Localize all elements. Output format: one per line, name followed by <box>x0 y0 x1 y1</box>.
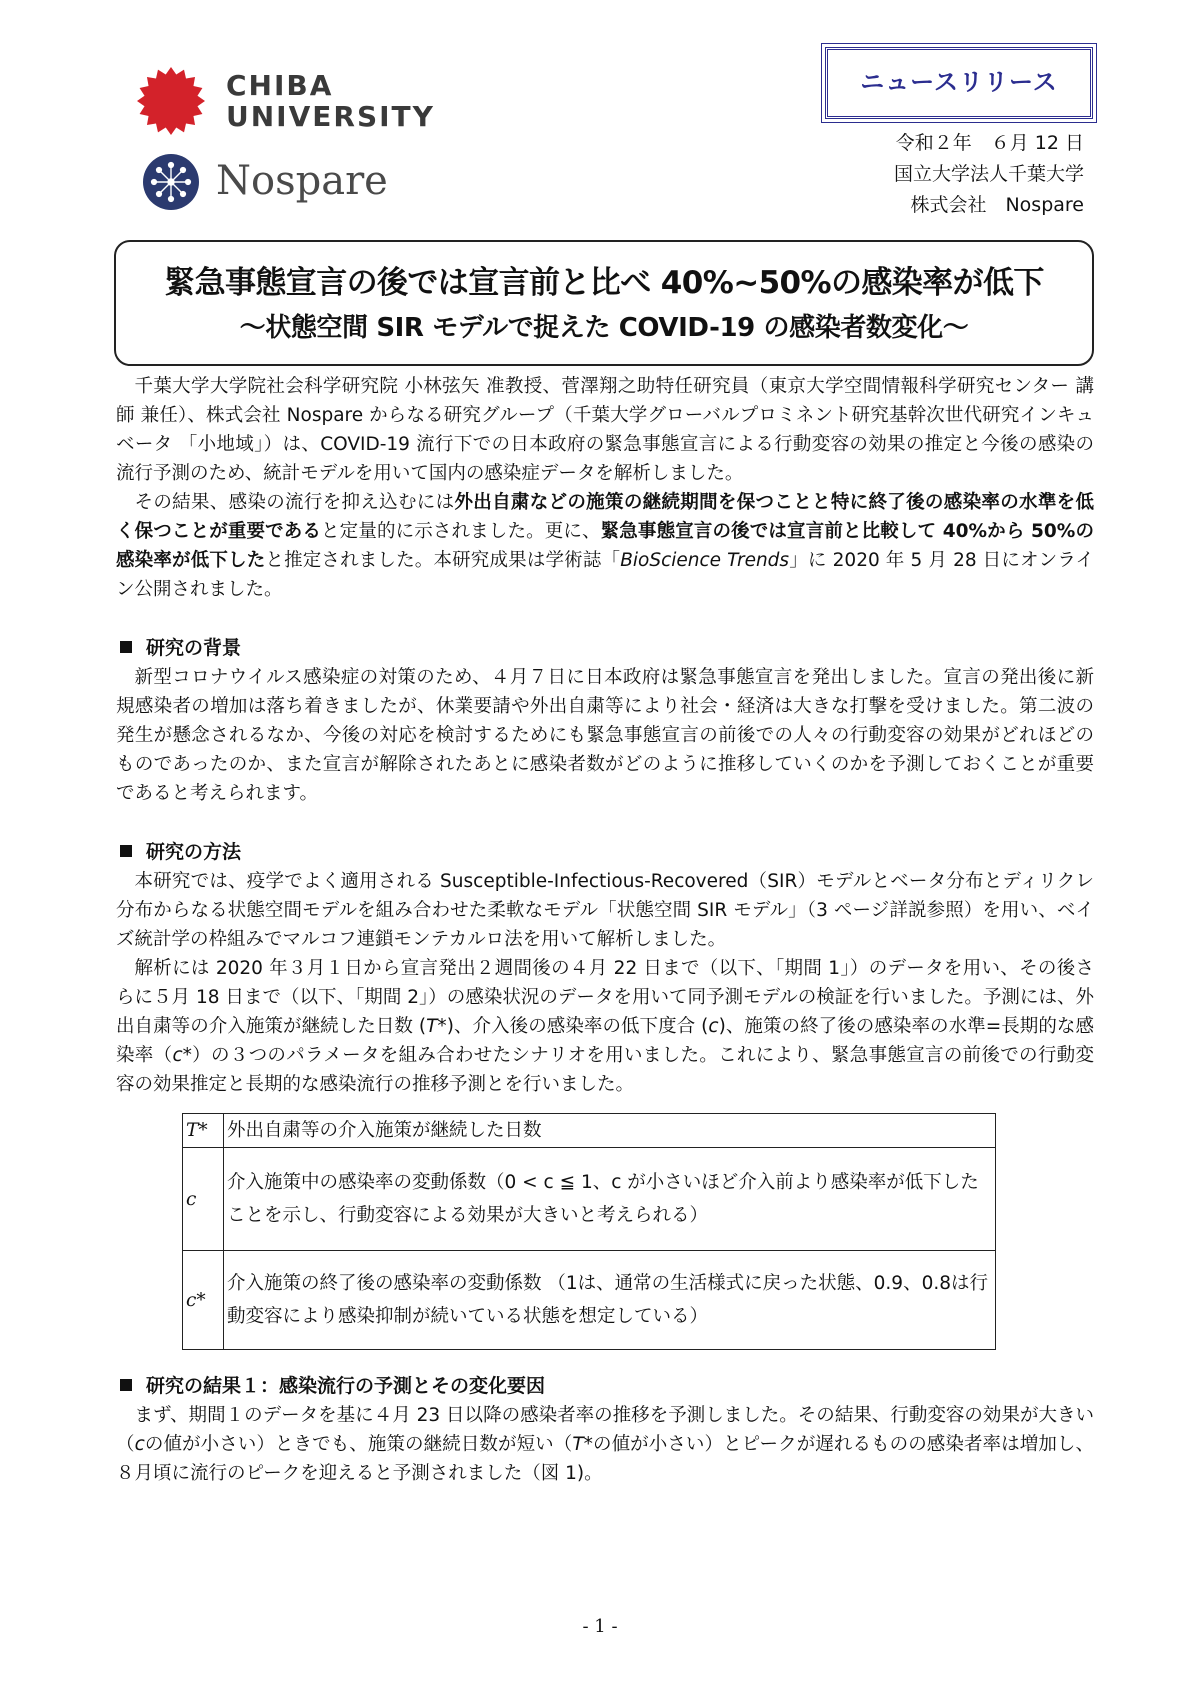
section-heading-method <box>116 838 1094 867</box>
intro-paragraph-2 <box>116 488 1094 604</box>
result1-paragraph <box>116 1401 1094 1488</box>
method-text: 解析には 2020 年３月１日から宣言発出２週間後の４月 22 日まで（以下、「期間 1」）のデータを用い、その後さらに５月 18 日まで（以下、「期間 2」）の感染状況のデータを用いて同予測モデルの検証を行いました。予測には、外出自粛等の介入施策が継続した日数 ( <box>116 958 1094 1037</box>
journal-name: BioScience Trends <box>620 550 790 571</box>
table-symbol: c <box>183 1148 224 1251</box>
chiba-logo-line2: UNIVERSITY <box>226 100 435 133</box>
table-symbol: T* <box>183 1114 224 1148</box>
section-heading-background <box>116 634 1094 663</box>
method-paragraph-1: 本研究では、疫学でよく適用される Susceptible-Infectious-Recovered（SIR）モデルとベータ分布とディリクレ分布からなる状態空間モデルを組み合わせた柔軟なモデル「状態空間 SIR モデル」（3 ページ詳説参照）を用い、ベイズ統計学の枠組みでマルコフ連鎖モンテカルロ法を用いて解析しました。 <box>116 871 1094 950</box>
table-description: 介入施策の終了後の感染率の変動係数 （1は、通常の生活様式に戻った状態、0.9、0.8は行動変容により感染抑制が続いている状態を想定している） <box>224 1251 996 1350</box>
symbol-T-star: T* <box>426 1016 447 1037</box>
symbol-T-star: T* <box>572 1434 593 1455</box>
section-heading-result1 <box>116 1372 1094 1401</box>
symbol-c: c <box>708 1016 719 1037</box>
square-bullet-icon <box>120 845 132 857</box>
nospare-emblem-icon <box>142 153 200 211</box>
method-text: )、施策の終了後の感染率の水準=長期的な感染率（ <box>116 1016 1094 1066</box>
symbol-c-star: c* <box>172 1045 192 1066</box>
heading-text: 研究の結果１：感染流行の予測とその変化要因 <box>146 1375 546 1397</box>
chiba-university-logo <box>136 66 436 136</box>
square-bullet-icon <box>120 1379 132 1391</box>
heading-text: 研究の背景 <box>146 637 242 659</box>
release-info <box>894 128 1084 221</box>
subtitle: ～状態空間 SIR モデルで捉えた COVID-19 の感染者数変化～ <box>239 313 969 343</box>
intro-text: その結果、感染の流行を抑え込むには <box>134 492 455 513</box>
background-paragraph: 新型コロナウイルス感染症の対策のため、４月７日に日本政府は緊急事態宣言を発出しました。宣言の発出後に新規感染者の増加は落ち着きましたが、休業要請や外出自粛等により社会・経済は大きな打撃を受けました。第二波の発生が懸念されるなか、今後の対応を検討するためにも緊急事態宣言の前後での人々の行動変容の効果がどれほどのものであったのか、また宣言が解除されたあとに感染者数がどのように推移していくのかを予測しておくことが重要であると考えられます。 <box>116 667 1094 804</box>
intro-paragraph-1: 千葉大学大学院社会科学研究院 小林弦矢 准教授、菅澤翔之助特任研究員（東京大学空間情報科学研究センター 講師 兼任）、株式会社 Nospare からなる研究グループ（千葉大学グローバルプロミネント研究基幹次世代研究インキュベータ 「小地域」）は、COVID-19 流行下での日本政府の緊急事態宣言による行動変容の効果の推定と今後の感染の流行予測のため、統計モデルを用いて国内の感染症データを解析しました。 <box>116 376 1094 484</box>
title-box <box>114 240 1094 366</box>
result-text: の値が小さい）ときでも、施策の継続日数が短い（ <box>144 1434 573 1455</box>
table-description: 介入施策中の感染率の変動係数（0 < c ≦ 1、c が小さいほど介入前より感染率が低下したことを示し、行動変容による効果が大きいと考えられる） <box>224 1148 996 1251</box>
organization-chiba: 国立大学法人千葉大学 <box>893 163 1084 185</box>
intro-text: 」に 2020 年 5 月 28 日にオンライン公開されました。 <box>116 550 1094 600</box>
parameter-table <box>182 1113 996 1350</box>
intro-emphasis-1: 外出自粛などの施策の継続期間を保つことと特に終了後の感染率の水準を低く保つことが重要である <box>116 492 1094 542</box>
chiba-emblem-icon <box>136 66 206 136</box>
table-symbol: c* <box>183 1251 224 1350</box>
intro-text: と定量的に示されました。更に、 <box>321 521 601 542</box>
symbol-c: c <box>134 1434 145 1455</box>
table-description: 外出自粛等の介入施策が継続した日数 <box>224 1114 996 1148</box>
intro-text: と推定されました。本研究成果は学術誌「 <box>265 550 621 571</box>
table-row <box>183 1251 996 1350</box>
main-title: 緊急事態宣言の後では宣言前と比べ 40%~50%の感染率が低下 <box>164 265 1044 301</box>
chiba-logo-line1: CHIBA <box>226 69 334 102</box>
nospare-logo-text: Nospare <box>216 158 388 204</box>
method-paragraph-2 <box>116 954 1094 1099</box>
release-date: 令和２年 ６月 12 日 <box>895 132 1084 154</box>
news-release-label: ニュースリリース <box>860 68 1058 96</box>
document-body <box>116 372 1094 1488</box>
result-text: の値が小さい）とピークが遅れるものの感染者率は増加し、８月頃に流行のピークを迎えると予測されました（図 1)。 <box>116 1434 1094 1484</box>
result-text: まず、期間１のデータを基に４月 23 日以降の感染者率の推移を予測しました。その結果、行動変容の効果が大きい（ <box>116 1405 1094 1455</box>
intro-emphasis-2: 緊急事態宣言の後では宣言前と比較して 40%から 50%の感染率が低下した <box>116 521 1094 571</box>
method-text: ）の３つのパラメータを組み合わせたシナリオを用いました。これにより、緊急事態宣言の前後での行動変容の効果推定と長期的な感染流行の推移予測とを行いました。 <box>116 1045 1094 1095</box>
organization-nospare: 株式会社 Nospare <box>910 194 1084 216</box>
news-release-badge <box>825 47 1093 119</box>
square-bullet-icon <box>120 641 132 653</box>
page-number: - 1 - <box>582 1616 618 1637</box>
nospare-logo <box>142 153 402 213</box>
table-row <box>183 1148 996 1251</box>
method-text: )、介入後の感染率の低下度合 ( <box>446 1016 709 1037</box>
table-row <box>183 1114 996 1148</box>
heading-text: 研究の方法 <box>146 841 242 863</box>
